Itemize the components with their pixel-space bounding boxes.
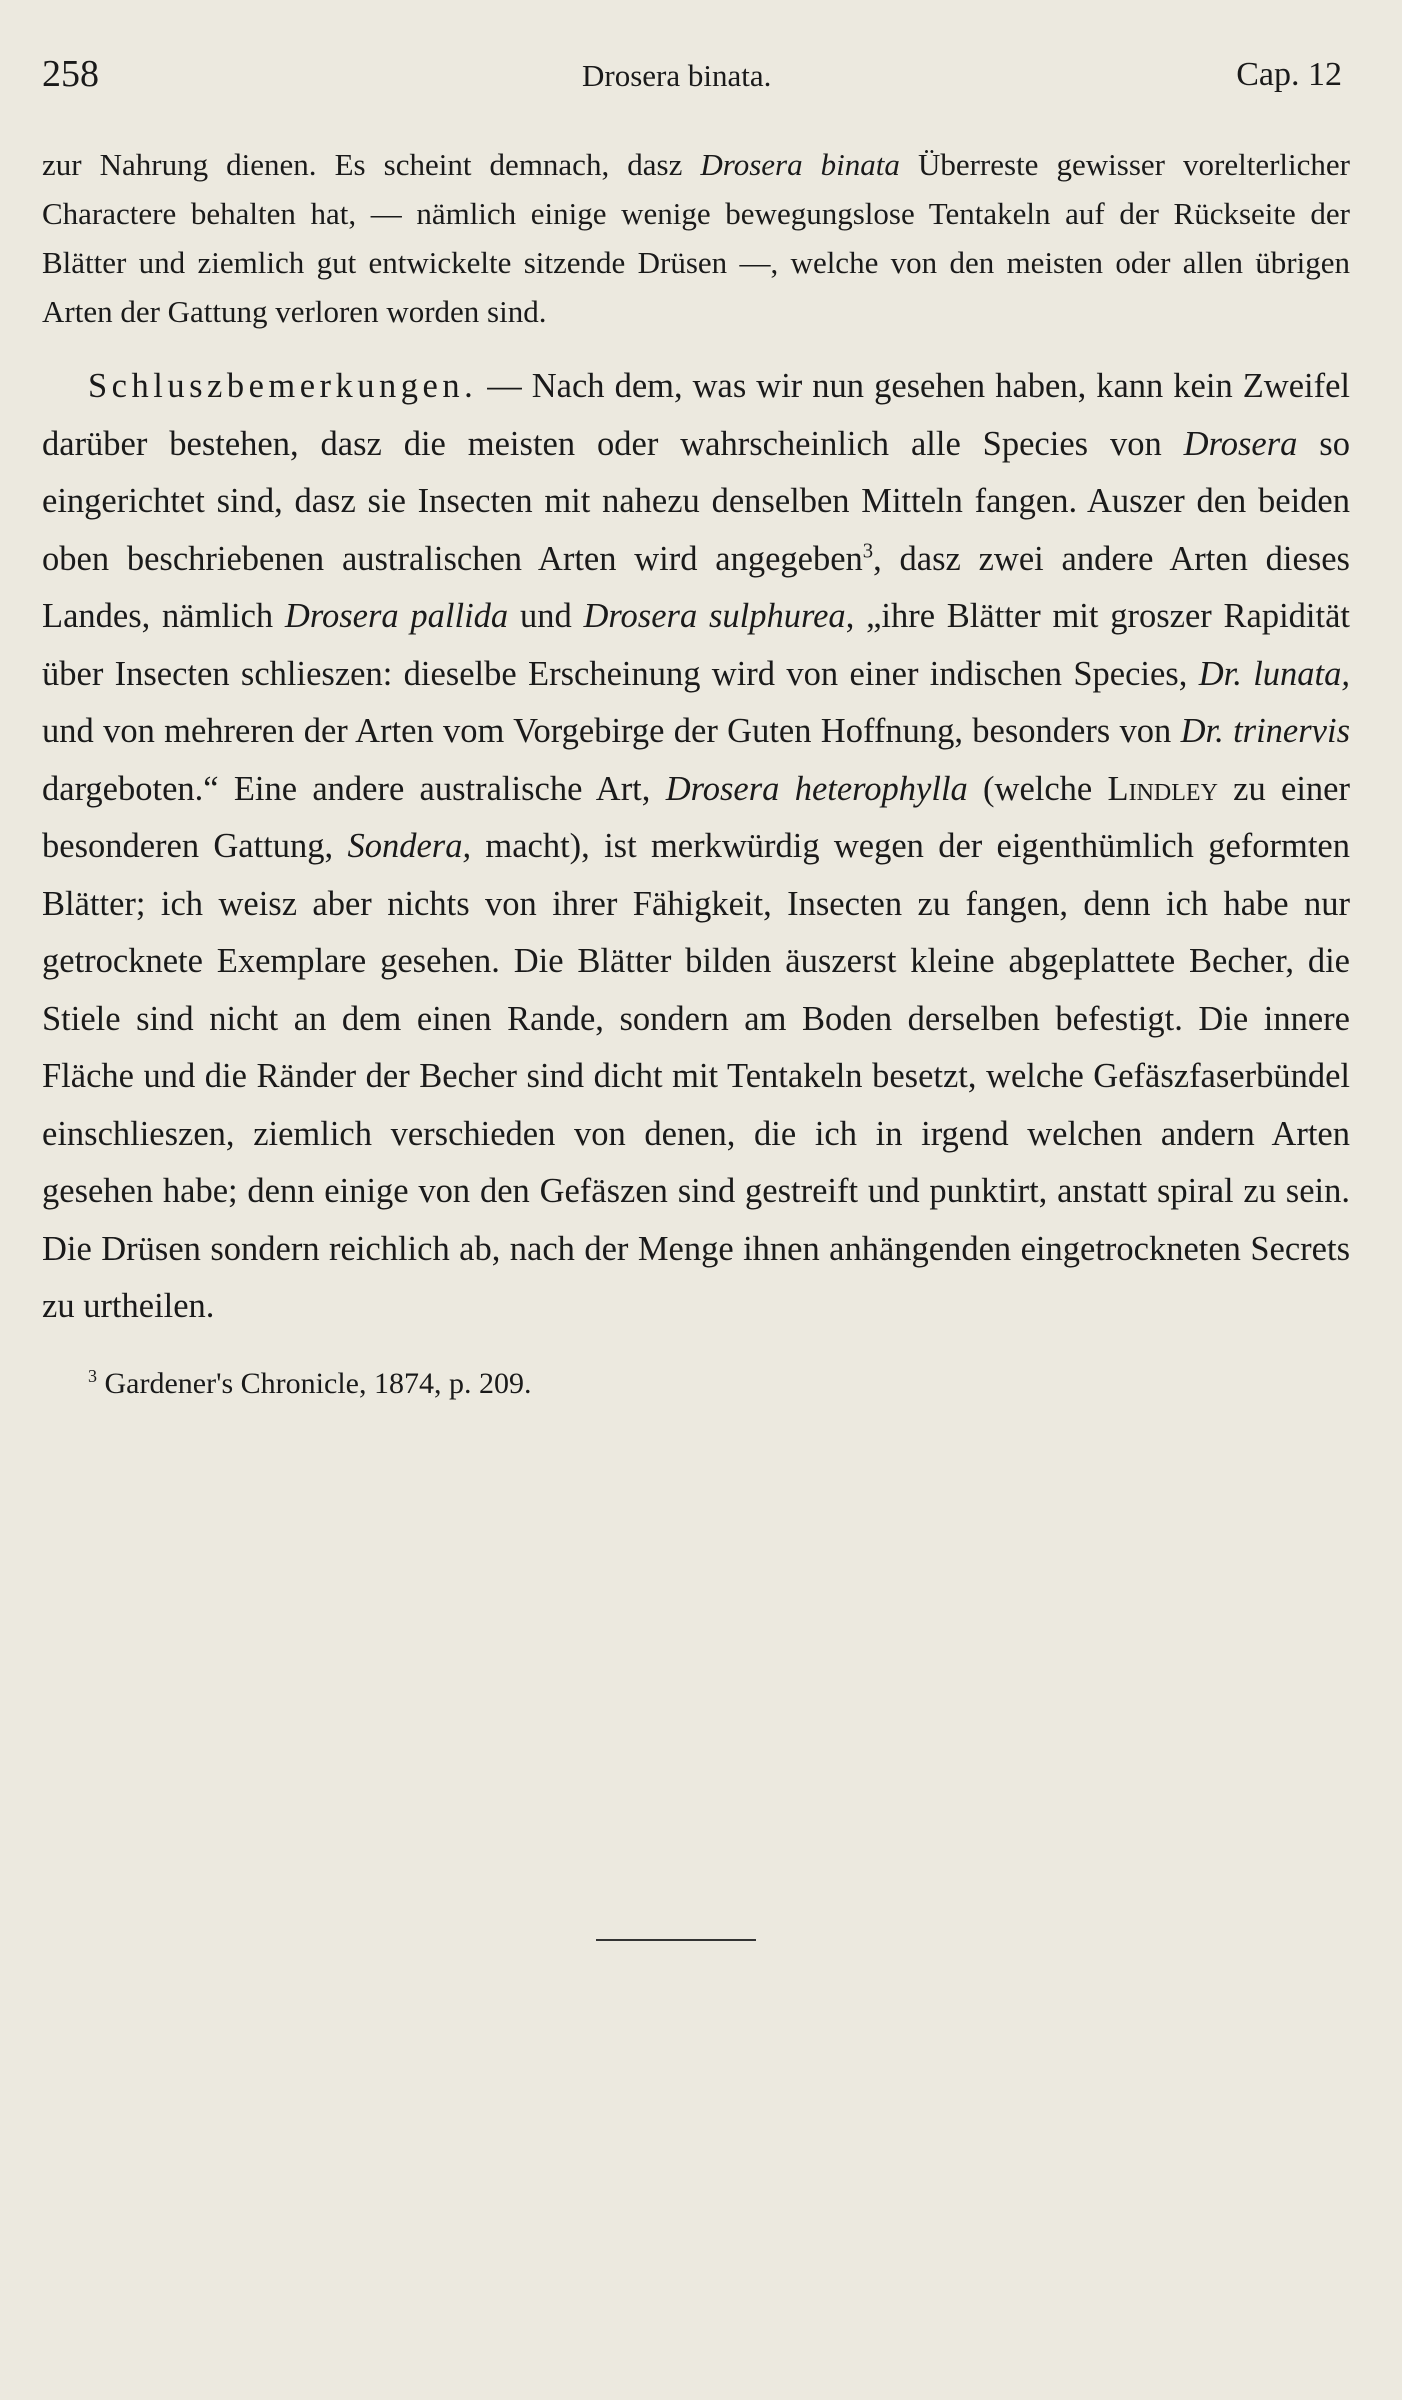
- running-title: Drosera binata.: [582, 58, 772, 93]
- species-name: Dr. lunata,: [1198, 654, 1351, 693]
- text-run: , dasz zwei andere Arten dieses Landes, nämlich: [42, 539, 1350, 635]
- species-name: Dr. trinervis: [1180, 712, 1350, 750]
- paragraph-conclusions: [42, 358, 1350, 1336]
- species-name: Drosera sulphurea: [583, 597, 846, 635]
- author-name: Lindley: [1107, 769, 1218, 808]
- text-run: Überreste gewisser vorelterlicher Charactere behalten hat, — nämlich einige wenige bewegungslose Tentakeln auf der Rückseite der Blätter und ziemlich gut entwickelte sitzende Drüsen —, welche von den meisten oder allen übrigen Arten der Gattung verloren worden sind.: [42, 147, 1350, 329]
- species-name: Drosera pallida: [284, 597, 509, 635]
- text-run: — Nach dem, was wir nun gesehen haben, kann kein Zweifel darüber bestehen, dasz die meisten oder wahrscheinlich alle Species von: [42, 367, 1350, 463]
- footnote-mark: 3: [88, 1365, 97, 1386]
- running-header: [42, 52, 1342, 112]
- text-run: macht), ist merkwürdig wegen der eigenthümlich geformten Blätter; ich weisz aber nichts von ihrer Fähigkeit, Insecten zu fangen, denn ich habe nur getrocknete Exemplare gesehen. Die Blätter bilden äuszerst kleine abgeplattete Becher, die Stiele sind nicht an dem einen Rande, sondern am Boden derselben befestigt. Die innere Fläche und die Ränder der Becher sind dicht mit Tentakeln besetzt, welche Gefäszfaserbündel einschlieszen, ziemlich verschieden von denen, die ich in irgend welchen andern Arten gesehen habe; denn einige von den Gefäszen sind gestreift und punktirt, anstatt spiral zu sein. Die Drüsen sondern reichlich ab, nach der Menge ihnen anhängenden eingetrockneten Secrets zu urtheilen.: [42, 827, 1350, 1325]
- text-run: und von mehreren der Arten vom Vorgebirge der Guten Hoffnung, besonders von: [42, 712, 1181, 750]
- species-name: Drosera heterophylla: [665, 769, 968, 808]
- genus-name: Sondera,: [347, 827, 472, 865]
- footnote: [88, 1362, 1350, 1406]
- text-run: zu einer besonderen Gattung,: [42, 769, 1350, 865]
- genus-name: Drosera: [1183, 424, 1298, 463]
- species-name: Drosera binata: [700, 147, 900, 182]
- text-run: so eingerichtet sind, dasz sie Insecten mit nahezu denselben Mitteln fangen. Auszer den beiden oben beschriebenen australischen Arten wird angegeben: [42, 424, 1350, 578]
- text-run: und: [508, 597, 584, 635]
- footnote-text: Gardener's Chronicle, 1874, p. 209.: [97, 1366, 532, 1400]
- footnote-reference[interactable]: 3: [862, 540, 874, 562]
- page-number: 258: [42, 53, 99, 95]
- section-divider: [596, 1939, 756, 1941]
- chapter-label: Cap. 12: [1236, 56, 1342, 93]
- text-run: dargeboten.“ Eine andere australische Art,: [42, 769, 666, 808]
- text-run: (welche: [967, 769, 1108, 808]
- section-heading: Schluszbemerkungen.: [88, 367, 478, 405]
- text-run: , „ihre Blätter mit groszer Rapidität über Insecten schlieszen: dieselbe Erscheinung wird von einer indischen Species,: [42, 597, 1350, 693]
- text-run: zur Nahrung dienen. Es scheint demnach, dasz: [42, 147, 701, 182]
- paragraph-continued: [42, 140, 1350, 336]
- body-text: [42, 140, 1350, 1406]
